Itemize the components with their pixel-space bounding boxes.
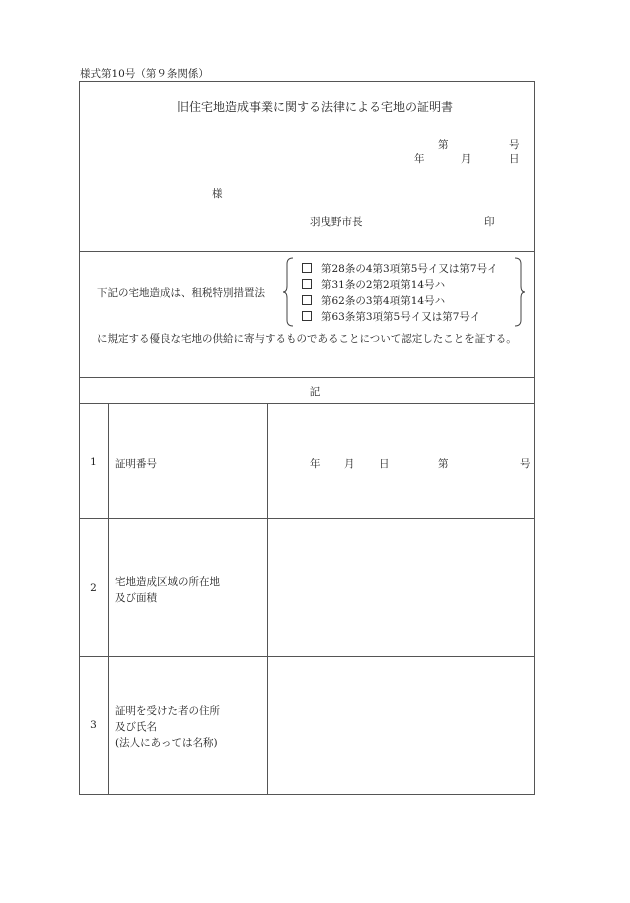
option-3-label: 第62条の3第4項第14号ハ [321, 295, 446, 307]
right-brace [514, 257, 526, 327]
row-1-dai: 第 [438, 458, 449, 470]
ki-heading: 記 [309, 386, 321, 398]
option-2-label: 第31条の2第2項第14号ハ [321, 279, 446, 291]
issuer-name: 羽曳野市長 [310, 216, 363, 228]
row-2-label-line-1: 宅地造成区域の所在地 [115, 576, 220, 588]
form-label: 様式第10号（第９条関係） [80, 68, 209, 80]
option-4[interactable] [302, 309, 480, 324]
body-intro: 下記の宅地造成は、租税特別措置法 [97, 287, 265, 299]
row-3-label-line-3: (法人にあっては名称) [115, 737, 218, 749]
row-3-label-line-2: 及び氏名 [115, 721, 157, 733]
row-1-year: 年 [310, 458, 321, 470]
option-2[interactable] [302, 277, 445, 292]
document-title: 旧住宅地造成事業に関する法律による宅地の証明書 [176, 100, 453, 114]
option-1[interactable] [302, 261, 498, 276]
row-1-number: 1 [90, 456, 97, 468]
number-dai: 第 [438, 139, 449, 151]
row-3-number: 3 [90, 719, 97, 731]
row-3-value-field[interactable] [268, 657, 534, 794]
row-1-month: 月 [344, 458, 355, 470]
ki-divider [79, 403, 535, 404]
option-1-checkbox[interactable] [302, 263, 312, 273]
row-3-label-line-1: 証明を受けた者の住所 [115, 705, 220, 717]
row-1-gou: 号 [520, 458, 531, 470]
date-day: 日 [509, 153, 520, 165]
option-4-checkbox[interactable] [302, 311, 312, 321]
body-conclusion: に規定する優良な宅地の供給に寄与するものであることについて認定したことを証する。 [97, 333, 517, 345]
body-divider [79, 377, 535, 378]
row-2-number: 2 [90, 582, 97, 594]
date-year: 年 [414, 153, 425, 165]
row-2-value-field[interactable] [268, 519, 534, 655]
option-3-checkbox[interactable] [302, 295, 312, 305]
option-1-label: 第28条の4第3項第5号イ又は第7号イ [321, 263, 498, 275]
date-month: 月 [461, 153, 472, 165]
row-1-label: 証明番号 [115, 458, 157, 470]
header-divider [79, 251, 535, 252]
number-gou: 号 [509, 139, 520, 151]
row-2-label-line-2: 及び面積 [115, 592, 157, 604]
row-1-day: 日 [379, 458, 390, 470]
left-brace [282, 257, 294, 327]
seal-mark: 印 [484, 216, 495, 228]
col-divider-1 [108, 403, 109, 795]
option-4-label: 第63条第3項第5号イ又は第7号イ [321, 311, 481, 323]
addressee-sama: 様 [212, 188, 223, 200]
option-2-checkbox[interactable] [302, 279, 312, 289]
option-3[interactable] [302, 293, 445, 308]
